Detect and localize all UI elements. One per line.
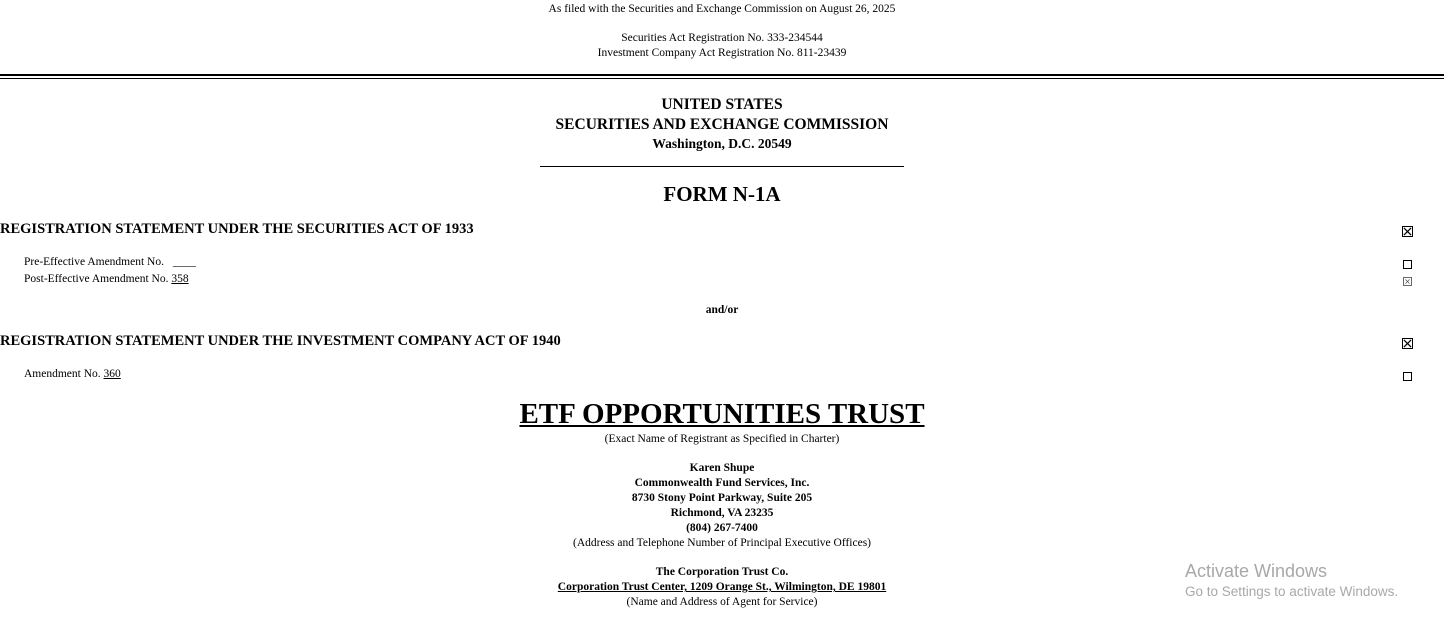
ica-amendment: [24, 368, 121, 380]
and-or-connector: and/or: [705, 304, 739, 316]
pre-effective-blank: ____: [172, 256, 196, 268]
post-effective-label: Post-Effective Amendment No.: [24, 273, 169, 285]
checked-x-icon: [1403, 339, 1412, 348]
office-contact: Karen Shupe: [689, 462, 755, 474]
office-phone: (804) 267-7400: [686, 522, 758, 534]
office-caption: (Address and Telephone Number of Principal Executive Offices): [573, 537, 871, 549]
post-effective-number: 358: [171, 273, 189, 285]
registrant-name-caption: (Exact Name of Registrant as Specified in Charter): [604, 433, 840, 445]
post-effective-amendment: [24, 273, 189, 285]
agency-line-1: UNITED STATES: [661, 96, 783, 113]
securities-act-checkbox[interactable]: [1402, 226, 1413, 237]
activate-windows-subtitle: Go to Settings to activate Windows.: [1185, 584, 1399, 599]
agency-line-2: SECURITIES AND EXCHANGE COMMISSION: [555, 116, 889, 133]
checked-x-icon: [1404, 278, 1411, 285]
ica-amendment-label: Amendment No.: [24, 368, 101, 380]
office-company: Commonwealth Fund Services, Inc.: [634, 477, 810, 489]
securities-act-heading: REGISTRATION STATEMENT UNDER THE SECURITIES ACT OF 1933: [0, 221, 474, 237]
pre-effective-amendment: [24, 256, 196, 268]
registrant-name: ETF OPPORTUNITIES TRUST: [519, 398, 925, 430]
securities-act-registration: Securities Act Registration No. 333-234544: [621, 32, 823, 44]
investment-company-act-checkbox[interactable]: [1402, 338, 1413, 349]
office-city: Richmond, VA 23235: [670, 507, 774, 519]
agency-divider: [540, 166, 904, 167]
agent-caption: (Name and Address of Agent for Service): [626, 596, 818, 608]
pre-effective-checkbox[interactable]: [1403, 260, 1412, 269]
header-double-rule: [0, 74, 1444, 79]
filing-line: As filed with the Securities and Exchange Commission on August 26, 2025: [548, 3, 896, 15]
investment-company-act-registration: Investment Company Act Registration No. 811-23439: [597, 47, 847, 59]
activate-windows-title: Activate Windows: [1185, 561, 1328, 581]
ica-amendment-checkbox[interactable]: [1403, 372, 1412, 381]
checked-x-icon: [1403, 227, 1412, 236]
agency-line-3: Washington, D.C. 20549: [652, 136, 792, 151]
investment-company-act-heading: REGISTRATION STATEMENT UNDER THE INVESTMENT COMPANY ACT OF 1940: [0, 333, 561, 349]
agent-name: The Corporation Trust Co.: [655, 566, 789, 578]
form-title: FORM N-1A: [663, 182, 781, 206]
pre-effective-label: Pre-Effective Amendment No.: [24, 256, 164, 268]
post-effective-checkbox[interactable]: [1403, 277, 1412, 286]
office-street: 8730 Stony Point Parkway, Suite 205: [631, 492, 813, 504]
agent-address: Corporation Trust Center, 1209 Orange St., Wilmington, DE 19801: [557, 581, 887, 593]
ica-amendment-number: 360: [103, 368, 121, 380]
